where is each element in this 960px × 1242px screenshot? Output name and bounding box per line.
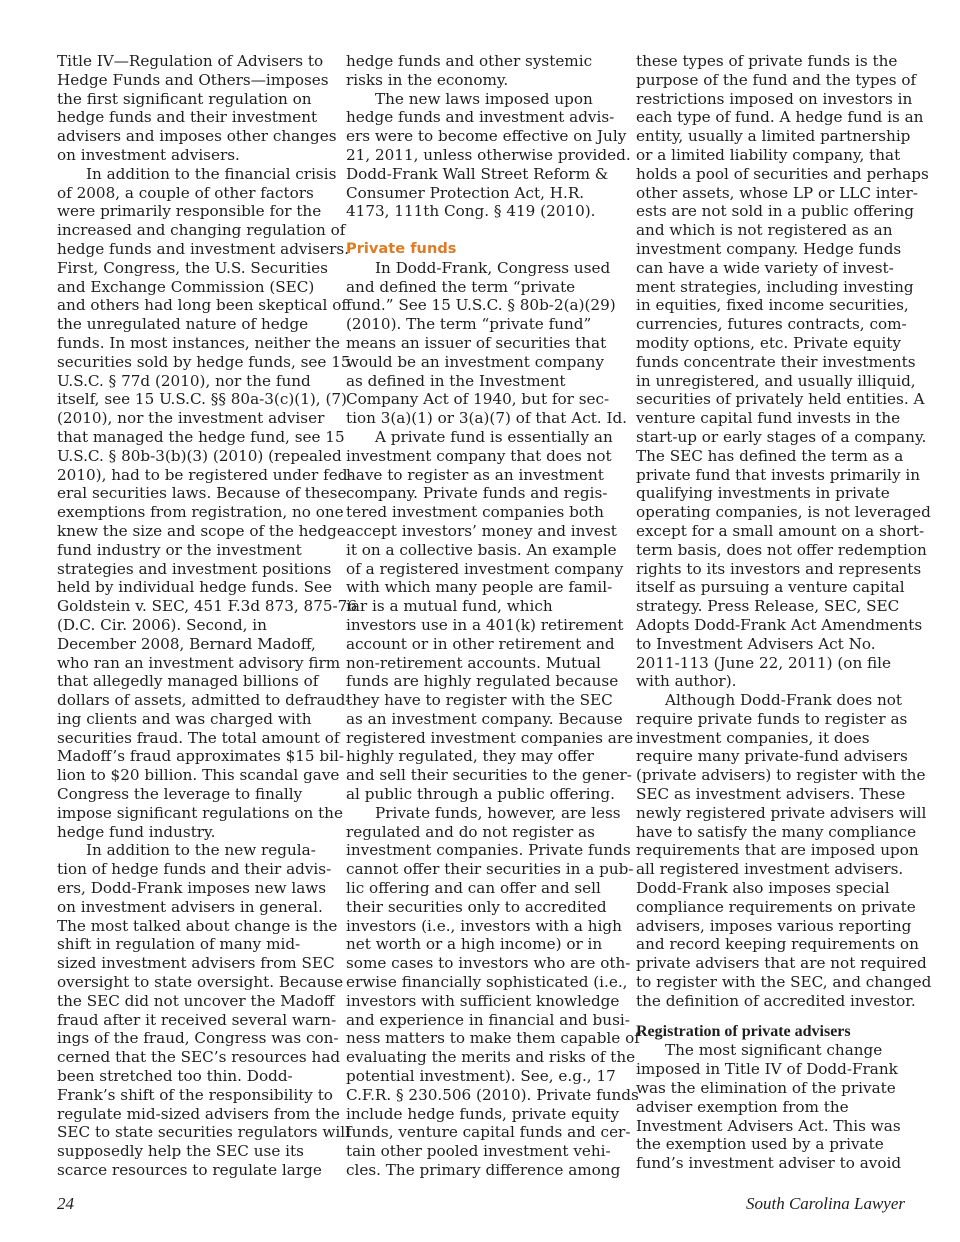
- text-line: eral securities laws. Because of these: [57, 484, 347, 503]
- text-line: (D.C. Cir. 2006). Second, in: [57, 615, 267, 634]
- text-line: SEC to state securities regulators will: [57, 1123, 351, 1142]
- text-line: net worth or a high income) or in: [346, 935, 603, 954]
- text-line: 2010), had to be registered under fed-: [57, 465, 353, 484]
- text-line: advisers, imposes various reporting: [636, 916, 912, 935]
- text-line: hedge funds and investment advisers.: [57, 239, 350, 258]
- text-line: ers were to become effective on July: [346, 127, 627, 146]
- text-line: in unregistered, and usually illiquid,: [636, 371, 916, 390]
- text-line: itself as pursuing a venture capital: [636, 578, 905, 597]
- text-line: iar is a mutual fund, which: [346, 597, 553, 616]
- text-line: currencies, futures contracts, com-: [636, 315, 907, 334]
- text-line: funds. In most instances, neither the: [57, 333, 341, 352]
- text-line: on investment advisers in general.: [57, 897, 323, 916]
- text-line: private fund that invests primarily in: [636, 465, 921, 484]
- text-line: require private funds to register as: [636, 709, 908, 728]
- text-line: the unregulated nature of hedge: [57, 315, 309, 334]
- text-line: itself, see 15 U.S.C. §§ 80a-3(c)(1), (7): [57, 390, 347, 409]
- text-line: First, Congress, the U.S. Securities: [57, 258, 328, 277]
- text-line: hedge fund industry.: [57, 822, 216, 841]
- text-line: ness matters to make them capable of: [346, 1029, 640, 1048]
- text-line: each type of fund. A hedge fund is an: [636, 108, 924, 127]
- text-line: hedge funds and their investment: [57, 108, 318, 127]
- text-line: knew the size and scope of the hedge: [57, 521, 346, 540]
- text-line: funds concentrate their investments: [636, 352, 916, 371]
- text-line: investment company. Hedge funds: [636, 239, 902, 258]
- text-line: cles. The primary difference among: [346, 1161, 621, 1180]
- text-line: The SEC has defined the term as a: [636, 446, 904, 465]
- text-line: Goldstein v. SEC, 451 F.3d 873, 875-76: [57, 597, 357, 616]
- text-line: ests are not sold in a public offering: [636, 202, 915, 221]
- text-line: ings of the fraud, Congress was con-: [57, 1029, 339, 1048]
- text-line: and defined the term “private: [346, 277, 576, 296]
- text-line: impose significant regulations on the: [57, 803, 343, 822]
- text-line: restrictions imposed on investors in: [636, 89, 913, 108]
- text-line: fund’s investment adviser to avoid: [636, 1154, 902, 1173]
- text-line: of a registered investment company: [346, 559, 624, 578]
- page-number: 24: [57, 1194, 74, 1213]
- text-line: ers, Dodd-Frank imposes new laws: [57, 879, 327, 898]
- text-line: shift in regulation of many mid-: [57, 935, 301, 954]
- text-line: were primarily responsible for the: [57, 202, 322, 221]
- text-line: C.F.R. § 230.506 (2010). Private funds: [346, 1085, 639, 1104]
- text-line: 21, 2011, unless otherwise provided.: [346, 145, 631, 164]
- text-line: accept investors’ money and invest: [346, 521, 617, 540]
- text-line: funds are highly regulated because: [346, 672, 619, 691]
- text-line: that managed the hedge fund, see 15: [57, 427, 345, 446]
- text-line: on investment advisers.: [57, 145, 240, 164]
- text-line: venture capital fund invests in the: [636, 409, 901, 428]
- text-line: dollars of assets, admitted to defraud-: [57, 691, 351, 710]
- text-line: the definition of accredited investor.: [636, 991, 916, 1010]
- text-line: advisers and imposes other changes: [57, 127, 337, 146]
- text-line: investment companies, it does: [636, 728, 870, 747]
- text-line: compliance requirements on private: [636, 897, 916, 916]
- text-line: and others had long been skeptical of: [57, 296, 347, 315]
- text-line: in equities, fixed income securities,: [636, 296, 909, 315]
- text-line: the exemption used by a private: [636, 1135, 884, 1154]
- text-line: sized investment advisers from SEC: [57, 954, 335, 973]
- text-line: private advisers that are not required: [636, 954, 927, 973]
- text-line: U.S.C. § 77d (2010), nor the fund: [57, 371, 311, 390]
- text-line: securities fraud. The total amount of: [57, 728, 340, 747]
- text-line: with author).: [636, 672, 737, 691]
- text-line: have to register as an investment: [346, 465, 604, 484]
- text-line: potential investment). See, e.g., 17: [346, 1067, 616, 1086]
- section-heading-registration: Registration of private advisers: [636, 1022, 851, 1040]
- text-line: ing clients and was charged with: [57, 709, 312, 728]
- text-line: Adopts Dodd-Frank Act Amendments: [636, 615, 923, 634]
- text-line: December 2008, Bernard Madoff,: [57, 634, 316, 653]
- text-line: investment company that does not: [346, 446, 612, 465]
- text-line: exemptions from registration, no one: [57, 503, 344, 522]
- text-line: of 2008, a couple of other factors: [57, 183, 314, 202]
- text-line: with which many people are famil-: [346, 578, 613, 597]
- text-line: qualifying investments in private: [636, 484, 890, 503]
- text-line: In addition to the new regula-: [86, 841, 316, 860]
- text-line: been stretched too thin. Dodd-: [57, 1067, 293, 1086]
- text-line: strategy. Press Release, SEC, SEC: [636, 597, 900, 616]
- text-line: securities sold by hedge funds, see 15: [57, 352, 351, 371]
- text-line: and which is not registered as an: [636, 221, 893, 240]
- text-line: who ran an investment advisory firm: [57, 653, 341, 672]
- text-line: 2011-113 (June 22, 2011) (on file: [636, 653, 892, 672]
- text-line: and record keeping requirements on: [636, 935, 919, 954]
- text-line: fund.” See 15 U.S.C. § 80b-2(a)(29): [346, 296, 616, 315]
- text-line: requirements that are imposed upon: [636, 841, 919, 860]
- text-line: the SEC did not uncover the Madoff: [57, 991, 335, 1010]
- text-line: (2010). The term “private fund”: [346, 315, 592, 334]
- text-line: The new laws imposed upon: [375, 89, 593, 108]
- text-line: scarce resources to regulate large: [57, 1161, 322, 1180]
- text-line: was the elimination of the private: [636, 1079, 896, 1098]
- text-line: they have to register with the SEC: [346, 691, 613, 710]
- text-line: Dodd-Frank Wall Street Reform &: [346, 164, 609, 183]
- text-line: cerned that the SEC’s resources had: [57, 1048, 341, 1067]
- text-line: hedge funds and investment advis-: [346, 108, 615, 127]
- text-line: (2010), nor the investment adviser: [57, 409, 325, 428]
- text-line: evaluating the merits and risks of the: [346, 1048, 636, 1067]
- column-2: [346, 52, 640, 1180]
- text-line: increased and changing regulation of: [57, 221, 346, 240]
- text-line: erwise financially sophisticated (i.e.,: [346, 973, 628, 992]
- text-line: tion of hedge funds and their advis-: [57, 860, 332, 879]
- text-line: would be an investment company: [346, 352, 604, 371]
- text-line: Private funds, however, are less: [375, 803, 621, 822]
- text-line: to Investment Advisers Act No.: [636, 634, 876, 653]
- text-line: or a limited liability company, that: [636, 145, 901, 164]
- text-line: hedge funds and other systemic: [346, 52, 593, 70]
- text-line: start-up or early stages of a company.: [636, 427, 927, 446]
- text-line: regulated and do not register as: [346, 822, 595, 841]
- section-heading-private-funds: Private funds: [346, 239, 457, 257]
- text-line: strategies and investment positions: [57, 559, 332, 578]
- text-line: Frank’s shift of the responsibility to: [57, 1085, 333, 1104]
- text-line: investment companies. Private funds: [346, 841, 631, 860]
- text-line: investors use in a 401(k) retirement: [346, 615, 624, 634]
- text-line: include hedge funds, private equity: [346, 1104, 620, 1123]
- text-line: holds a pool of securities and perhaps: [636, 164, 929, 183]
- text-line: Company Act of 1940, but for sec-: [346, 390, 610, 409]
- text-line: cannot offer their securities in a pub-: [346, 860, 634, 879]
- text-line: securities of privately held entities. A: [636, 390, 925, 409]
- text-line: as an investment company. Because: [346, 709, 623, 728]
- text-line: risks in the economy.: [346, 70, 509, 89]
- text-line: non-retirement accounts. Mutual: [346, 653, 601, 672]
- text-line: it on a collective basis. An example: [346, 540, 617, 559]
- text-line: adviser exemption from the: [636, 1097, 849, 1116]
- text-line: regulate mid-sized advisers from the: [57, 1104, 340, 1123]
- text-line: Although Dodd-Frank does not: [665, 691, 903, 710]
- text-line: purpose of the fund and the types of: [636, 70, 917, 89]
- text-line: supposedly help the SEC use its: [57, 1142, 304, 1161]
- text-line: other assets, whose LP or LLC inter-: [636, 183, 918, 202]
- text-line: the first significant regulation on: [57, 89, 312, 108]
- text-line: Dodd-Frank also imposes special: [636, 879, 890, 898]
- text-line: investors with sufficient knowledge: [346, 991, 620, 1010]
- text-line: fund industry or the investment: [57, 540, 302, 559]
- section-spacer: [346, 221, 618, 240]
- text-line: held by individual hedge funds. See: [57, 578, 332, 597]
- text-line: rights to its investors and represents: [636, 559, 922, 578]
- text-line: tered investment companies both: [346, 503, 604, 522]
- text-line: registered investment companies are: [346, 728, 634, 747]
- text-line: operating companies, is not leveraged: [636, 503, 931, 522]
- text-line: tion 3(a)(1) or 3(a)(7) of that Act. Id.: [346, 409, 628, 428]
- text-line: all registered investment advisers.: [636, 860, 904, 879]
- text-line: Congress the leverage to finally: [57, 785, 303, 804]
- text-line: In Dodd-Frank, Congress used: [375, 258, 611, 277]
- text-line: A private fund is essentially an: [375, 427, 613, 446]
- text-line: these types of private funds is the: [636, 52, 898, 70]
- text-line: and experience in financial and busi-: [346, 1010, 630, 1029]
- text-line: newly registered private advisers will: [636, 803, 927, 822]
- text-line: lic offering and can offer and sell: [346, 879, 601, 898]
- section-spacer: [636, 1011, 908, 1023]
- text-line: as defined in the Investment: [346, 371, 566, 390]
- text-line: oversight to state oversight. Because: [57, 973, 344, 992]
- text-line: except for a small amount on a short-: [636, 521, 925, 540]
- text-line: modity options, etc. Private equity: [636, 333, 902, 352]
- text-line: and sell their securities to the gener-: [346, 766, 632, 785]
- text-line: Consumer Protection Act, H.R.: [346, 183, 585, 202]
- text-line: imposed in Title IV of Dodd-Frank: [636, 1060, 898, 1079]
- text-line: The most talked about change is the: [57, 916, 338, 935]
- text-line: Hedge Funds and Others—imposes: [57, 70, 329, 89]
- text-line: some cases to investors who are oth-: [346, 954, 631, 973]
- text-line: have to satisfy the many compliance: [636, 822, 917, 841]
- text-line: lion to $20 billion. This scandal gave: [57, 766, 340, 785]
- text-line: Title IV—Regulation of Advisers to: [57, 52, 324, 70]
- text-line: and Exchange Commission (SEC): [57, 277, 315, 296]
- text-line: funds, venture capital funds and cer-: [346, 1123, 631, 1142]
- text-line: ment strategies, including investing: [636, 277, 914, 296]
- text-line: means an issuer of securities that: [346, 333, 607, 352]
- text-line: (private advisers) to register with the: [636, 766, 926, 785]
- text-line: term basis, does not offer redemption: [636, 540, 927, 559]
- text-line: SEC as investment advisers. These: [636, 785, 906, 804]
- text-line: al public through a public offering.: [346, 785, 615, 804]
- text-line: tain other pooled investment vehi-: [346, 1142, 611, 1161]
- column-3: [636, 52, 932, 1173]
- text-line: require many private-fund advisers: [636, 747, 908, 766]
- text-line: investors (i.e., investors with a high: [346, 916, 622, 935]
- text-line: account or in other retirement and: [346, 634, 615, 653]
- text-line: U.S.C. § 80b-3(b)(3) (2010) (repealed: [57, 446, 342, 465]
- text-line: company. Private funds and regis-: [346, 484, 608, 503]
- text-line: entity, usually a limited partnership: [636, 127, 911, 146]
- column-1: [57, 52, 357, 1180]
- text-line: to register with the SEC, and changed: [636, 973, 932, 992]
- text-line: Madoff’s fraud approximates $15 bil-: [57, 747, 344, 766]
- text-line: that allegedly managed billions of: [57, 672, 319, 691]
- text-line: The most significant change: [665, 1041, 883, 1060]
- text-line: can have a wide variety of invest-: [636, 258, 894, 277]
- text-line: highly regulated, they may offer: [346, 747, 594, 766]
- text-line: Investment Advisers Act. This was: [636, 1116, 901, 1135]
- text-line: In addition to the financial crisis: [86, 164, 337, 183]
- text-line: their securities only to accredited: [346, 897, 607, 916]
- text-line: fraud after it received several warn-: [57, 1010, 337, 1029]
- publication-name: South Carolina Lawyer: [746, 1194, 905, 1213]
- text-line: 4173, 111th Cong. § 419 (2010).: [346, 202, 596, 221]
